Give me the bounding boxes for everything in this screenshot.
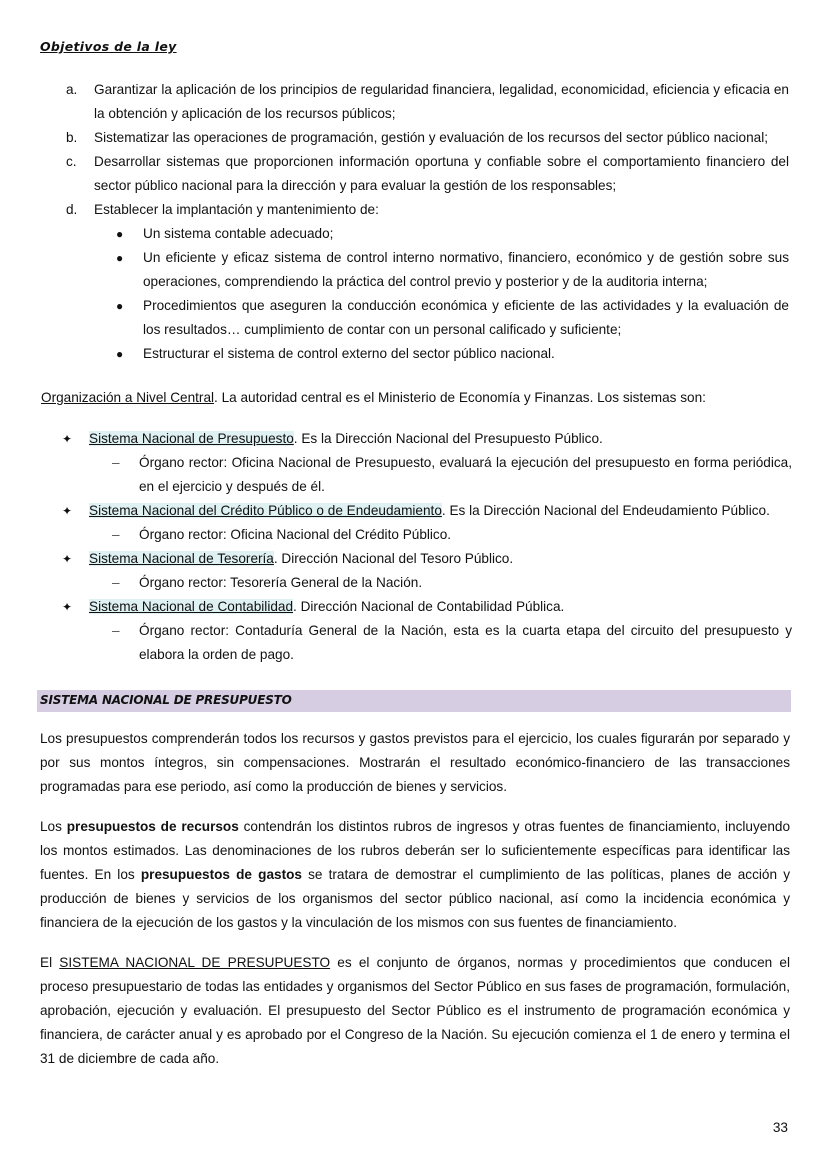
list-item-text: Establecer la implantación y mantenimiento de: [94, 202, 379, 217]
list-item-text: Desarrollar sistemas que proporcionen información oportuna y confiable sobre el comportamiento financiero del sector público nacional para la dirección y para evaluar la gestión de los responsables; [94, 154, 789, 193]
dash-bullet-icon: – [112, 527, 120, 542]
text-run: es el conjunto de órganos, normas y procedimientos que conducen el proceso presupuestario de todas las entidades y organismos del Sector Público en sus fases de programación, formulación, aprobación, ejecución y evaluación. El presupuesto del Sector Público es el instrumento de programación económica y financiera, de carácter anual y es aprobado por el Congreso de la Nación. Su ejecución comienza el 1 de enero y termina el 31 de diciembre de cada año. [40, 955, 790, 1066]
list-item [66, 198, 789, 222]
list-item-text: Sistematizar las operaciones de programación, gestión y evaluación de los recursos del sector público nacional; [94, 130, 769, 145]
section-banner [37, 690, 791, 712]
text-run: se tratara de demostrar el cumplimiento de las políticas, planes de acción y producción de bienes y servicios de los organismos del sector público nacional, así como la incidencia económica y financiera de la ejecución de los gastos y la vinculación de los mismos con sus fuentes de financiamiento. [40, 867, 790, 930]
page-number: 33 [772, 1120, 788, 1135]
list-marker: b. [66, 130, 78, 145]
bullet-list [66, 222, 789, 366]
organization-paragraph [41, 386, 791, 410]
list-item [66, 150, 789, 198]
star-bullet-icon: ✦ [62, 504, 73, 518]
bullet-text: Procedimientos que aseguren la conducción económica y eficiente de las actividades y la evaluación de los resultados… cumplimiento de contar con un personal calificado y suficiente; [143, 298, 789, 337]
bullet-icon: ● [116, 347, 124, 361]
system-subitem [62, 619, 792, 667]
bullet-item [66, 222, 789, 246]
star-bullet-icon: ✦ [62, 552, 73, 566]
system-name: Sistema Nacional de Tesorería [89, 551, 274, 566]
list-marker: c. [66, 154, 77, 169]
bullet-text: Estructurar el sistema de control externo del sector público nacional. [143, 346, 555, 361]
objectives-title: Objetivos de la ley [40, 39, 177, 54]
bold-term: presupuestos de recursos [66, 819, 239, 834]
dash-bullet-icon: – [112, 575, 120, 590]
system-name: Sistema Nacional de Presupuesto [89, 431, 294, 446]
system-desc: . Es la Dirección Nacional del Endeudamiento Público. [441, 503, 770, 518]
list-item-text: Garantizar la aplicación de los principios de regularidad financiera, legalidad, economicidad, eficiencia y eficacia en la obtención y aplicación de los recursos públicos; [94, 82, 789, 121]
system-subitem [62, 451, 792, 499]
system-sub-text: Órgano rector: Tesorería General de la Nación. [139, 575, 423, 590]
system-name: Sistema Nacional de Contabilidad [89, 599, 294, 614]
system-sub-text: Órgano rector: Contaduría General de la Nación, esta es la cuarta etapa del circuito del presupuesto y elabora la orden de pago. [139, 623, 792, 662]
system-subitem [62, 523, 792, 547]
bullet-icon: ● [116, 251, 124, 265]
dash-bullet-icon: – [112, 623, 120, 638]
system-desc: . Dirección Nacional del Tesoro Público. [273, 551, 514, 566]
paragraph-2 [40, 815, 790, 935]
system-sub-text: Órgano rector: Oficina Nacional de Presupuesto, evaluará la ejecución del presupuesto en forma periódica, en el ejercicio y después de él. [139, 455, 792, 494]
underlined-term: SISTEMA NACIONAL DE PRESUPUESTO [59, 955, 331, 970]
star-bullet-icon: ✦ [62, 432, 73, 446]
section-heading: SISTEMA NACIONAL DE PRESUPUESTO [40, 693, 292, 707]
text-run: Los [40, 819, 67, 834]
system-item [62, 427, 792, 451]
list-item [66, 126, 789, 150]
system-desc: . Dirección Nacional de Contabilidad Pública. [293, 599, 565, 614]
system-name: Sistema Nacional del Crédito Público o de Endeudamiento [89, 503, 442, 518]
list-item [66, 78, 789, 126]
text-run: contendrán los distintos rubros de ingresos y otras fuentes de financiamiento, incluyendo los montos estimados. Las denominaciones de los rubros deberán ser lo suficientemente específicas para identificar las fuentes. En los [40, 819, 791, 882]
bold-term: presupuestos de gastos [140, 867, 302, 882]
system-item [62, 547, 792, 571]
bullet-text: Un sistema contable adecuado; [143, 226, 334, 241]
organization-label: Organización a Nivel Central [41, 390, 215, 405]
system-desc: . Es la Dirección Nacional del Presupuesto Público. [293, 431, 603, 446]
system-item [62, 595, 792, 619]
system-item [62, 499, 792, 523]
bullet-icon: ● [116, 227, 124, 241]
system-subitem [62, 571, 792, 595]
star-bullet-icon: ✦ [62, 600, 73, 614]
bullet-item [66, 294, 789, 342]
system-sub-text: Órgano rector: Oficina Nacional del Crédito Público. [139, 527, 452, 542]
bullet-text: Un eficiente y eficaz sistema de control interno normativo, financiero, económico y de gestión sobre sus operaciones, comprendiendo la práctica del control previo y posterior y de la auditoria interna; [143, 250, 789, 289]
paragraph-3 [40, 951, 790, 1071]
list-marker: d. [66, 202, 78, 217]
dash-bullet-icon: – [112, 455, 120, 470]
paragraph-1: Los presupuestos comprenderán todos los recursos y gastos previstos para el ejercicio, los cuales figurarán por separado y por sus montos íntegros, sin compensaciones. Mostrarán el resultado económico-financiero de las transacciones programadas para ese periodo, así como la producción de bienes y servicios. [40, 731, 790, 794]
text-run: El [40, 955, 60, 970]
list-marker: a. [66, 82, 78, 97]
bullet-icon: ● [116, 299, 124, 313]
bullet-item [66, 246, 789, 294]
organization-text: . La autoridad central es el Ministerio de Economía y Finanzas. Los sistemas son: [214, 390, 706, 405]
systems-list [62, 427, 792, 667]
bullet-item [66, 342, 789, 366]
objectives-list [66, 78, 789, 366]
